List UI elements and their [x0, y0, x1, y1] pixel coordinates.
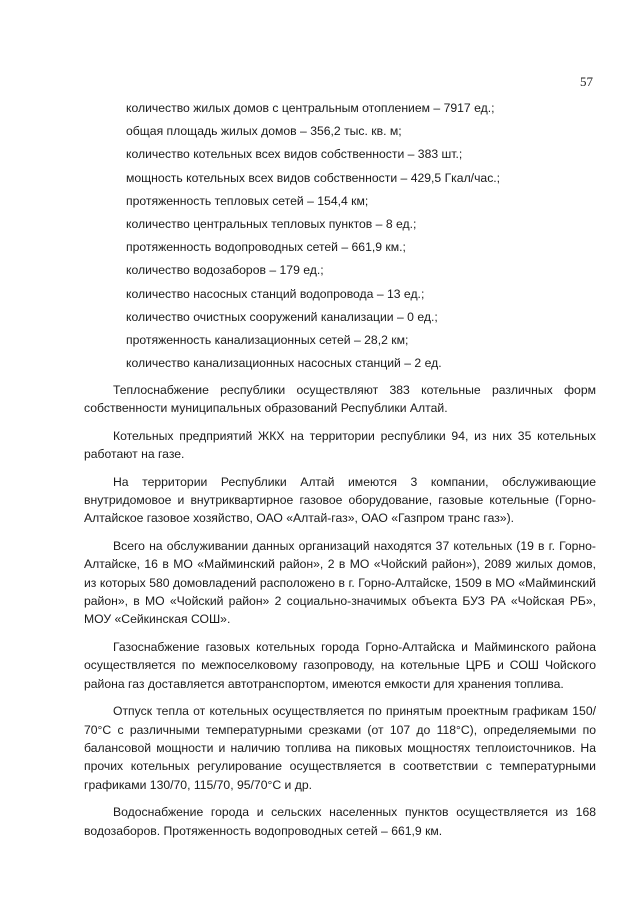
paragraph: Котельных предприятий ЖКХ на территории республики 94, из них 35 котельных работают на газе. [84, 428, 596, 462]
paragraph: Всего на обслуживании данных организаций находятся 37 котельных (19 в г. Горно-Алтайске, 16 в МО «Майминский район», 2 в МО «Чойский район»), 2089 жилых домов, из которых 580 домовладений расположено в г. Горно-Алтайске, 1509 в МО «Майминский район», в МО «Чойский район» 2 социально-значимых объекта БУЗ РА «Чойская РБ», МОУ «Сейкинская СОШ». [84, 538, 596, 627]
list-item: количество очистных сооружений канализации – 0 ед.; [126, 309, 438, 324]
list-item: протяженность канализационных сетей – 28,2 км; [126, 332, 409, 347]
list-item: протяженность тепловых сетей – 154,4 км; [126, 193, 369, 208]
paragraph: Отпуск тепла от котельных осуществляется по принятым проектным графикам 150/ 70°С с различными температурными срезками (от 107 до 118°С), определяемыми по балансовой мощности и наличию топлива на пиковых мощностях теплоисточников. На прочих котельных регулирование осуществляется в соответствии с температурными графиками 130/70, 115/70, 95/70°С и др. [84, 704, 596, 792]
paragraph: Водоснабжение города и сельских населенных пунктов осуществляется из 168 водозаборов. Протяженность водопроводных сетей – 661,9 км. [84, 805, 596, 838]
paragraph: Теплоснабжение республики осуществляют 383 котельные различных форм собственности муниципальных образований Республики Алтай. [84, 383, 596, 416]
list-item: количество котельных всех видов собственности – 383 шт.; [126, 147, 463, 162]
paragraph: Газоснабжение газовых котельных города Горно-Алтайска и Майминского района осуществляется по межпоселковому газопроводу, на котельные ЦРБ и СОШ Чойского района газ доставляется автотранспортом, имеются емкости для хранения топлива. [84, 639, 596, 691]
statistics-list [126, 101, 500, 379]
paragraph: На территории Республики Алтай имеются 3 компании, обслуживающие внутридомовое и внутриквартирное газовое оборудование, газовые котельные (Горно-Алтайское газовое хозяйство, ОАО «Алтай-газ», ОАО «Газпром транс газ»). [84, 474, 596, 526]
list-item: количество центральных тепловых пунктов – 8 ед.; [126, 216, 417, 231]
body-text [84, 381, 596, 849]
list-item: общая площадь жилых домов – 356,2 тыс. кв. м; [126, 124, 402, 139]
list-item: количество канализационных насосных станций – 2 ед. [126, 356, 442, 371]
list-item: мощность котельных всех видов собственности – 429,5 Гкал/час.; [126, 170, 501, 185]
page-number: 57 [580, 74, 593, 89]
list-item: количество жилых домов с центральным отоплением – 7917 ед.; [126, 101, 495, 115]
list-item: количество насосных станций водопровода – 13 ед.; [126, 286, 425, 301]
list-item: количество водозаборов – 179 ед.; [126, 263, 324, 278]
list-item: протяженность водопроводных сетей – 661,9 км.; [126, 240, 406, 255]
